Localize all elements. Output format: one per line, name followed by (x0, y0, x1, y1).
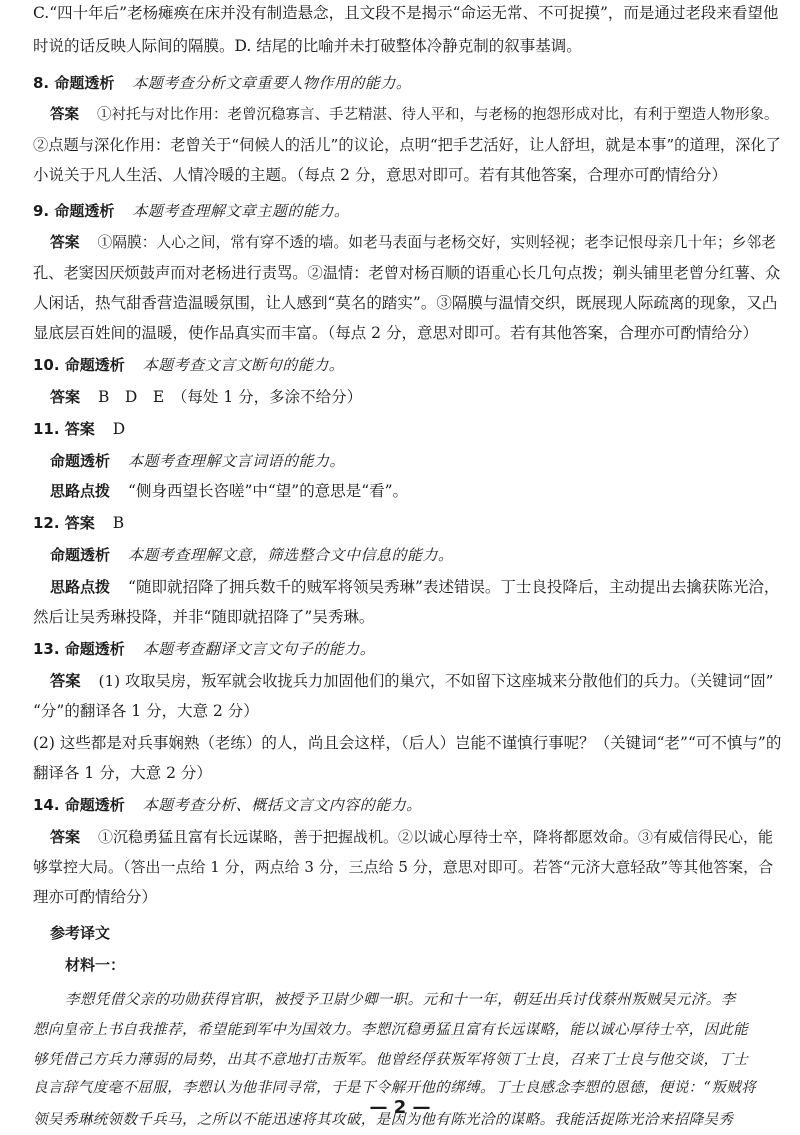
answer-text: B D E （每处 1 分，多涂不给分） (98, 388, 363, 406)
answer-text: 时说的话反映人际间的隔膜。D. 结尾的比喻并未打破整体冷静克制的叙事基调。 (33, 37, 582, 55)
question-intent-text: 本题考查翻译文言文句子的能力。 (142, 640, 376, 658)
text-line (33, 758, 212, 788)
text-line (50, 666, 773, 696)
text-line (33, 882, 157, 912)
text-line (50, 572, 779, 602)
text-line (33, 634, 375, 664)
answer-text: “侧身西望长咨嗟”中“望”的意思是“看”。 (128, 482, 409, 500)
section-label: 答案 (50, 234, 80, 251)
section-label: 11. 答案 (33, 420, 95, 438)
answer-text: 孔、老窦因厌烦鼓声而对老杨进行责骂。②温情：老曾对杨百顺的语重心长几句点拨；剃头铺里老曾分红薯、众 (33, 264, 781, 282)
section-label: 答案 (50, 107, 79, 123)
text-line (50, 446, 345, 476)
text-line (33, 68, 411, 98)
answer-text: 翻译各 1 分，大意 2 分） (33, 764, 212, 782)
text-line (50, 540, 454, 570)
question-intent-text: 本题考查分析文章重要人物作用的能力。 (132, 74, 412, 92)
text-line (50, 822, 773, 852)
text-line (33, 196, 349, 226)
answer-text: “随即就招降了拥兵数千的贼军将领吴秀琳”表述错误。丁士良投降后，主动提出去擒获陈光洽， (128, 578, 780, 596)
section-label: 答案 (50, 388, 81, 406)
text-line (33, 288, 777, 318)
text-line (33, 696, 259, 726)
answer-text: ①隔膜：人心之间，常有穿不透的墙。如老马表面与老杨交好，实则轻视；老李记恨母亲几十年；乡邻老 (97, 234, 776, 251)
text-line (33, 728, 781, 758)
text-line (50, 228, 776, 258)
text-line (33, 602, 374, 632)
section-label: 思路点拨 (50, 482, 111, 500)
answer-text: D (112, 420, 126, 438)
text-line (50, 100, 779, 130)
text-line (65, 984, 736, 1014)
section-label: 思路点拨 (50, 578, 111, 596)
text-line (50, 382, 362, 412)
text-line (33, 160, 727, 190)
answer-text: ①衬托与对比作用：老曾沉稳寡言、手艺精湛、待人平和，与老杨的抱怨形成对比，有利于塑造人物形象。 (97, 107, 779, 123)
question-intent-text: 本题考查理解文章主题的能力。 (132, 202, 350, 220)
section-label: 14. 命题透析 (33, 796, 125, 814)
section-label: 参考译文 (50, 924, 111, 942)
text-line (33, 1014, 748, 1044)
text-line (65, 950, 125, 980)
section-label: 材料一： (65, 956, 126, 974)
question-intent-text: 本题考查分析、概括文言文内容的能力。 (142, 796, 422, 814)
translation-text: 领吴秀琳统领数千兵马，之所以不能迅速将其攻破，是因为他有陈光洽的谋略。我能活捉陈光洽来招降吴秀 (33, 1112, 734, 1128)
translation-text: 良言辞气度毫不屈服，李愬认为他非同寻常，于是下令解开他的绑缚。丁士良感念李愬的恩德，便说：“叛贼将 (33, 1080, 757, 1096)
section-label: 10. 命题透析 (33, 356, 125, 374)
answer-text: ①沉稳勇猛且富有长远谋略，善于把握战机。②以诚心厚待士卒，降将都愿效命。③有威信得民心，能 (98, 828, 774, 846)
page-number: — 2 — (369, 1097, 431, 1118)
text-line (50, 918, 110, 948)
section-label: 9. 命题透析 (33, 202, 115, 220)
answer-text: 人闲话，热气甜香营造温暖氛围，让人感到“莫名的踏实”。③隔膜与温情交织，既展现人际疏离的现象，又凸 (33, 294, 778, 312)
text-line (33, 508, 124, 538)
translation-text: 愬向皇帝上书自我推荐，希望能到军中为国效力。李愬沉稳勇猛且富有长远谋略，能以诚心厚待士卒，因此能 (33, 1022, 749, 1038)
answer-text: “分”的翻译各 1 分，大意 2 分） (33, 702, 259, 720)
text-line (33, 852, 773, 882)
section-label: 答案 (50, 828, 81, 846)
section-label: 13. 命题透析 (33, 640, 125, 658)
text-line (50, 476, 408, 506)
translation-text: 李愬凭借父亲的功勋获得官职，被授予卫尉少卿一职。元和十一年，朝廷出兵讨伐蔡州叛贼吴元济。李 (65, 992, 736, 1008)
text-line (33, 0, 778, 28)
answer-text: 小说关于凡人生活、人情冷暖的主题。（每点 2 分，意思对即可。若有其他答案，合理亦可酌情给分） (33, 166, 727, 184)
text-line (33, 1044, 748, 1074)
answer-text: 然后让吴秀琳投降，并非“随即就招降了”吴秀琳。 (33, 608, 375, 626)
question-intent-text: 本题考查理解文言词语的能力。 (128, 452, 346, 470)
text-line (33, 790, 422, 820)
answer-text: (1) 攻取吴房，叛军就会收拢兵力加固他们的巢穴，不如留下这座城来分散他们的兵力。（关键词“固” (98, 672, 774, 690)
text-line (33, 130, 781, 160)
section-label: 8. 命题透析 (33, 74, 115, 92)
section-label: 命题透析 (50, 546, 111, 564)
answer-text: 显底层百姓间的温暖，使作品真实而丰富。（每点 2 分，意思对即可。若有其他答案，合理亦可酌情给分） (33, 324, 758, 342)
text-line (33, 350, 344, 380)
text-line (33, 414, 125, 444)
answer-text: 理亦可酌情给分） (33, 888, 158, 906)
answer-text: C.“四十年后”老杨瘫痪在床并没有制造悬念，且文段不是揭示“命运无常、不可捉摸”，而是通过老段来看望他 (33, 4, 779, 22)
question-intent-text: 本题考查理解文意，筛选整合文中信息的能力。 (128, 546, 454, 564)
question-intent-text: 本题考查文言文断句的能力。 (142, 356, 345, 374)
section-label: 答案 (50, 672, 81, 690)
answer-text: B (112, 514, 125, 532)
answer-text: (2) 这些都是对兵事娴熟（老练）的人，尚且会这样，（后人）岂能不谨慎行事呢？（关键词“老”“可不慎与”的 (33, 734, 782, 752)
section-label: 12. 答案 (33, 514, 95, 532)
translation-text: 够凭借己方兵力薄弱的局势，出其不意地打击叛军。他曾经俘获叛军将领丁士良，召来丁士良与他交谈，丁士 (33, 1052, 749, 1068)
section-label: 命题透析 (50, 452, 111, 470)
text-line (33, 258, 780, 288)
text-line (33, 318, 758, 348)
text-line (33, 31, 582, 61)
answer-text: ②点题与深化作用：老曾关于“伺候人的活儿”的议论，点明“把手艺活好，让人舒坦，就是本事”的道理，深化了 (33, 136, 781, 154)
answer-text: 够掌控大局。（答出一点给 1 分，两点给 3 分，三点给 5 分，意思对即可。若答“元济大意轻敌”等其他答案，合 (33, 858, 774, 876)
